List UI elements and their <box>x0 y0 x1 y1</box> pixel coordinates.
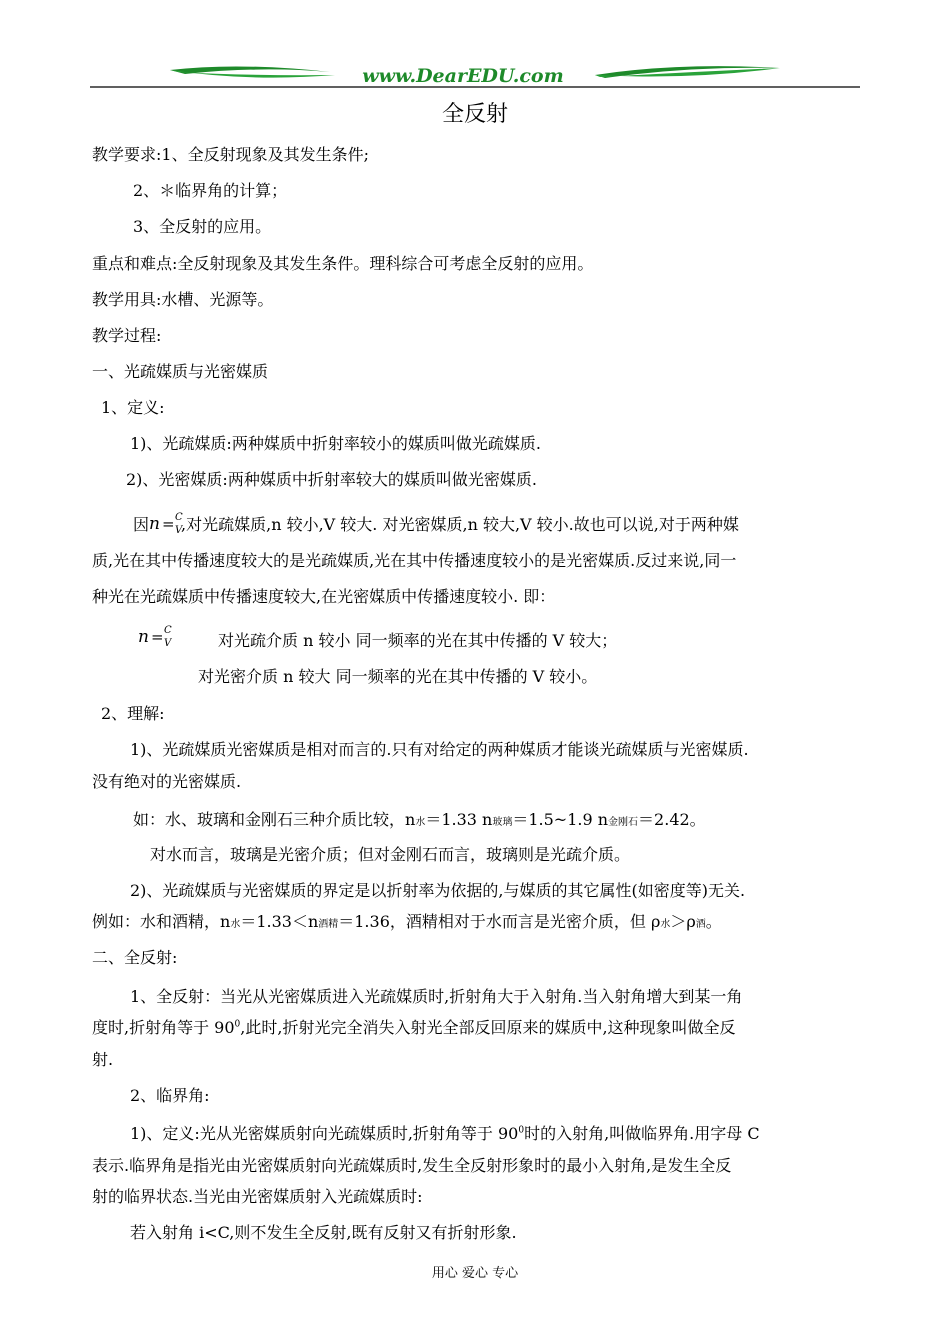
logo-text[interactable]: www.DearEDU.com <box>362 65 564 87</box>
critical-definition-line-3: 射的临界状态.当光由光密媒质射入光疏媒质时: <box>92 1187 423 1206</box>
formula-paragraph-line-2: 质,光在其中传播速度较大的是光疏媒质,光在其中传播速度较小的是光密媒质.反过来说,同一 <box>92 551 737 570</box>
critical-condition-line: 若入射角 i<C,则不发生全反射,既有反射又有折射形象. <box>130 1223 517 1242</box>
example-comparison: 对水而言，玻璃是光密介质；但对金刚石而言，玻璃则是光疏介质。 <box>150 845 631 864</box>
total-reflection-line-2: 度时,折射角等于 $90^0$,此时,折射光完全消失入射光全部反回原来的媒质中,这种现象叫做全反 <box>92 1018 736 1037</box>
total-reflection-line-1: 1、全反射：当光从光密媒质进入光疏媒质时,折射角大于入射角.当入射角增大到某一角 <box>130 987 743 1006</box>
critical-definition-line-2: 表示.临界角是指光由光密媒质射向光疏媒质时,发生全反射形象时的最小入射角,是发生全反 <box>92 1156 732 1175</box>
definition-2: 2)、光密媒质:两种媒质中折射率较大的媒质叫做光密媒质. <box>126 470 537 489</box>
understanding-1-line-1: 1)、光疏媒质光密媒质是相对而言的.只有对给定的两种媒质才能谈光疏媒质与光密媒质. <box>130 740 749 759</box>
section-2-heading: 二、全反射: <box>92 948 178 967</box>
footer-text: 用心 爱心 专心 <box>431 1266 519 1281</box>
focus-line: 重点和难点:全反射现象及其发生条件。理科综合可考虑全反射的应用。 <box>92 254 594 273</box>
understanding-2-line-1: 2)、光疏媒质与光密媒质的界定是以折射率为依据的,与媒质的其它属性(如密度等)无关. <box>130 881 746 900</box>
understanding-2-line-2: 例如：水和酒精，n水＝1.33＜n酒精＝1.36，酒精相对于水而言是光密介质，但 ρ水＞ρ酒。 <box>92 912 722 931</box>
critical-definition-line-1: 1)、定义:光从光密媒质射向光疏媒质时,折射角等于 $90^0$时的入射角,叫做临界角.用字母 C <box>130 1124 760 1143</box>
right-swoosh-icon <box>595 66 780 78</box>
understanding-heading: 2、理解: <box>101 704 165 723</box>
formula-paragraph-line-1: 因 n = C V ,对光疏媒质,n 较小,V 较大. 对光密媒质,n 较大,V 较小.故也可以说,对于两种媒 <box>133 511 739 536</box>
comparison-row-1: 对光疏介质 n 较小 同一频率的光在其中传播的 V 较大； <box>218 631 618 650</box>
header-logo <box>90 60 860 92</box>
formula-standalone: n = C V <box>138 624 172 649</box>
formula-paragraph-line-3: 种光在光疏媒质中传播速度较大,在光密媒质中传播速度较小. 即： <box>92 587 556 606</box>
requirement-line-2: 2、＊临界角的计算； <box>133 181 288 200</box>
process-line: 教学过程: <box>92 326 162 345</box>
definition-heading: 1、定义: <box>101 398 165 417</box>
page-title: 全反射 <box>441 102 508 127</box>
example-indices: 如：水、玻璃和金刚石三种介质比较，n水＝1.33 n玻璃＝1.5~1.9 n金刚石＝2.42。 <box>133 810 706 829</box>
because-text: 因 <box>133 515 150 534</box>
requirement-line-3: 3、全反射的应用。 <box>133 217 272 236</box>
total-reflection-line-3: 射. <box>92 1050 114 1069</box>
critical-angle-heading: 2、临界角: <box>130 1086 210 1105</box>
definition-1: 1)、光疏媒质:两种媒质中折射率较小的媒质叫做光疏媒质. <box>130 434 541 453</box>
requirement-line-1: 教学要求:1、全反射现象及其发生条件; <box>92 145 369 164</box>
comparison-row-2: 对光密介质 n 较大 同一频率的光在其中传播的 V 较小。 <box>198 667 598 686</box>
understanding-1-line-2: 没有绝对的光密媒质. <box>92 772 242 791</box>
formula-n-equals-c-over-v: n = C V <box>149 511 183 536</box>
tools-line: 教学用具:水槽、光源等。 <box>92 290 274 309</box>
section-1-heading: 一、光疏媒质与光密媒质 <box>92 362 269 381</box>
